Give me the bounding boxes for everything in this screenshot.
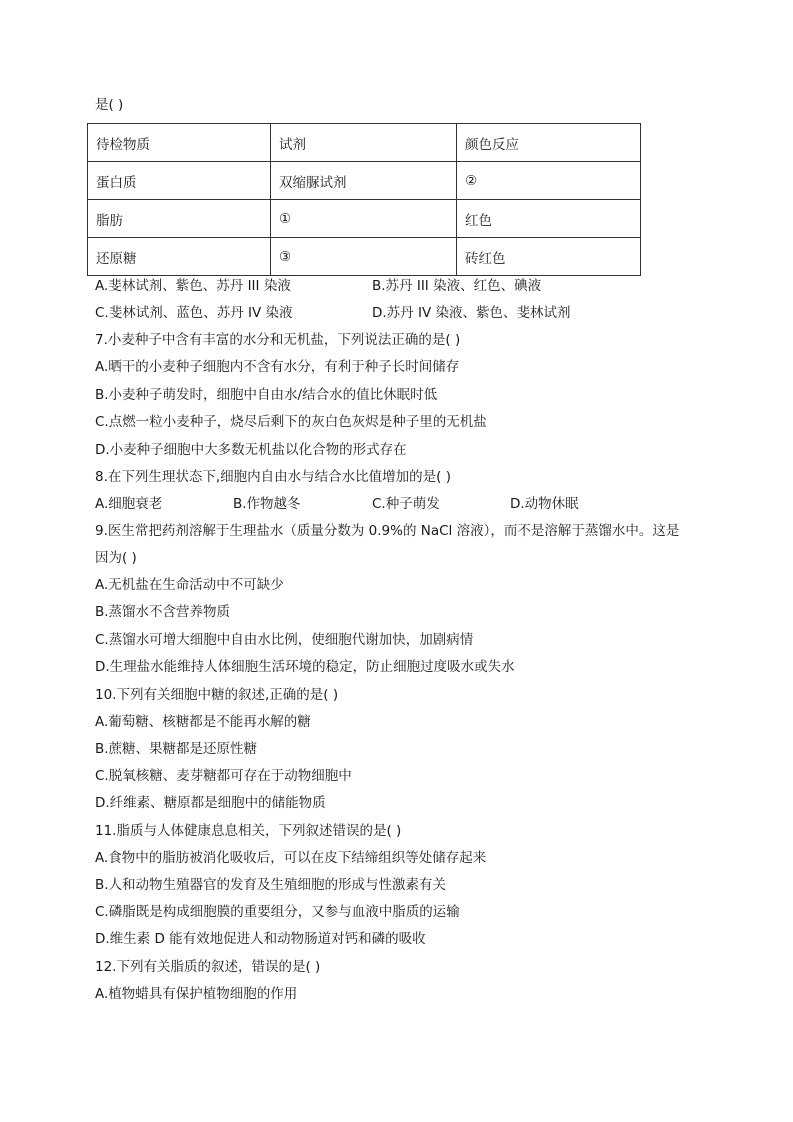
- q11-option-c: C.磷脂既是构成细胞膜的重要组分，又参与血液中脂质的运输: [95, 904, 460, 920]
- table-cell: 待检物质: [88, 124, 271, 162]
- table-row: [88, 238, 641, 276]
- q9-stem-line2: 因为( ): [95, 550, 137, 566]
- q9-option-d: D.生理盐水能维持人体细胞生活环境的稳定，防止细胞过度吸水或失水: [95, 659, 515, 675]
- table-cell: ③: [271, 238, 457, 276]
- table-cell: 双缩脲试剂: [271, 162, 457, 200]
- q11-option-b: B.人和动物生殖器官的发育及生殖细胞的形成与性激素有关: [95, 877, 447, 893]
- reagent-table: [87, 123, 641, 276]
- q6-option-d: D.苏丹 IV 染液、紫色、斐林试剂: [372, 305, 571, 321]
- q8-option-b: B.作物越冬: [233, 496, 301, 512]
- q12-option-a: A.植物蜡具有保护植物细胞的作用: [95, 986, 298, 1002]
- table-cell: 颜色反应: [457, 124, 641, 162]
- q11-option-a: A.食物中的脂肪被消化吸收后，可以在皮下结缔组织等处储存起来: [95, 850, 487, 866]
- q7-option-d: D.小麦种子细胞中大多数无机盐以化合物的形式存在: [95, 442, 407, 458]
- question-fragment: 是( ): [95, 97, 124, 113]
- q7-option-a: A.晒干的小麦种子细胞内不含有水分，有利于种子长时间储存: [95, 359, 460, 375]
- table-cell: 脂肪: [88, 200, 271, 238]
- table-cell: 红色: [457, 200, 641, 238]
- table-cell: 砖红色: [457, 238, 641, 276]
- q6-option-a: A.斐林试剂、紫色、苏丹 III 染液: [95, 278, 291, 294]
- table-row: [88, 162, 641, 200]
- q9-option-a: A.无机盐在生命活动中不可缺少: [95, 577, 284, 593]
- q11-option-d: D.维生素 D 能有效地促进人和动物肠道对钙和磷的吸收: [95, 931, 426, 947]
- q8-option-d: D.动物休眠: [510, 496, 579, 512]
- table-cell: 试剂: [271, 124, 457, 162]
- table-cell: 蛋白质: [88, 162, 271, 200]
- q8-stem: 8.在下列生理状态下,细胞内自由水与结合水比值增加的是( ): [95, 469, 451, 485]
- q10-option-a: A.葡萄糖、核糖都是不能再水解的糖: [95, 714, 311, 730]
- q9-option-c: C.蒸馏水可增大细胞中自由水比例，使细胞代谢加快，加剧病情: [95, 632, 474, 648]
- q11-stem: 11.脂质与人体健康息息相关，下列叙述错误的是( ): [95, 823, 402, 839]
- q8-option-a: A.细胞衰老: [95, 496, 163, 512]
- q12-stem: 12.下列有关脂质的叙述，错误的是( ): [95, 959, 321, 975]
- q10-option-d: D.纤维素、糖原都是细胞中的储能物质: [95, 795, 326, 811]
- table-row: [88, 200, 641, 238]
- q6-option-c: C.斐林试剂、蓝色、苏丹 IV 染液: [95, 305, 293, 321]
- table-cell: ①: [271, 200, 457, 238]
- q7-option-b: B.小麦种子萌发时，细胞中自由水/结合水的值比休眠时低: [95, 387, 438, 403]
- table-cell: ②: [457, 162, 641, 200]
- q10-option-b: B.蔗糖、果糖都是还原性糖: [95, 741, 258, 757]
- q7-option-c: C.点燃一粒小麦种子，烧尽后剩下的灰白色灰烬是种子里的无机盐: [95, 414, 487, 430]
- q10-option-c: C.脱氧核糖、麦芽糖都可存在于动物细胞中: [95, 768, 352, 784]
- q7-stem: 7.小麦种子中含有丰富的水分和无机盐，下列说法正确的是( ): [95, 332, 461, 348]
- q8-option-c: C.种子萌发: [372, 496, 440, 512]
- table-header-row: [88, 124, 641, 162]
- table-cell: 还原糖: [88, 238, 271, 276]
- q10-stem: 10.下列有关细胞中糖的叙述,正确的是( ): [95, 687, 339, 703]
- q9-stem-line1: 9.医生常把药剂溶解于生理盐水（质量分数为 0.9%的 NaCl 溶液），而不是溶解于蒸馏水中。这是: [95, 523, 680, 539]
- q9-option-b: B.蒸馏水不含营养物质: [95, 604, 231, 620]
- q6-option-b: B.苏丹 III 染液、红色、碘液: [372, 278, 542, 294]
